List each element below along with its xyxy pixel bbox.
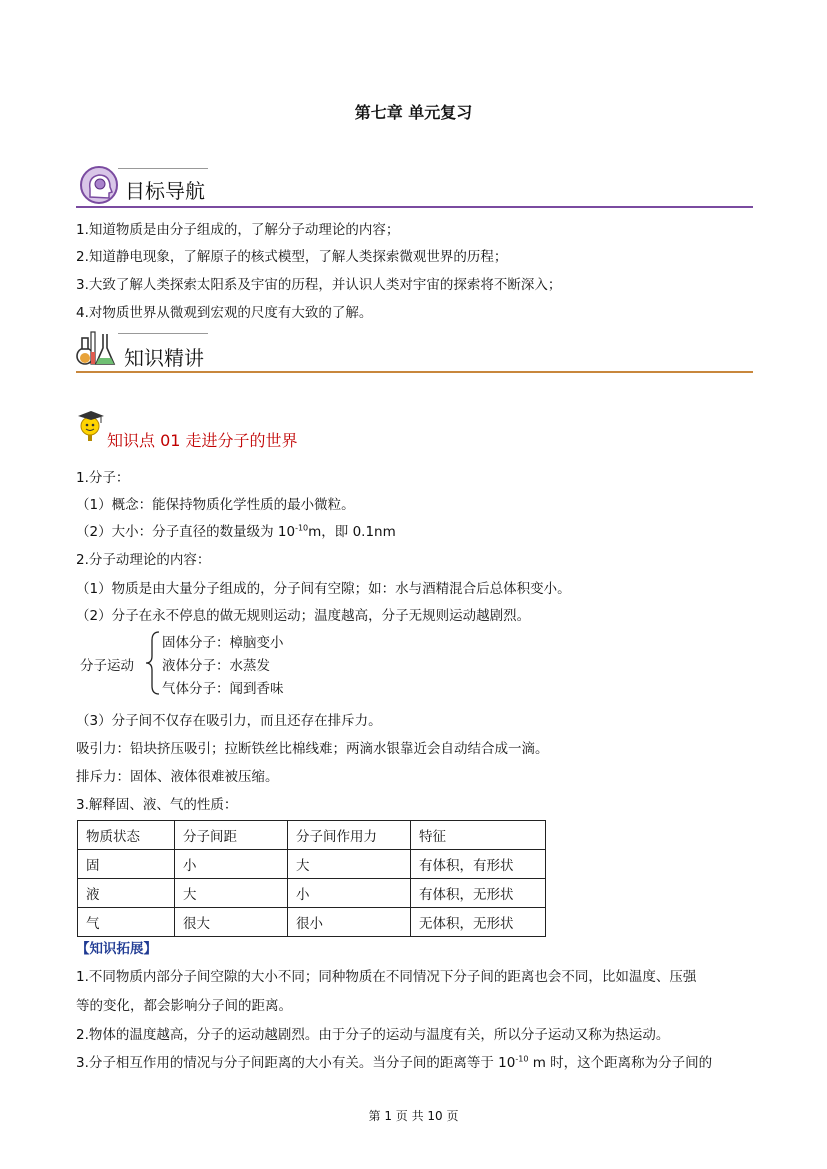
table-cell: 很大 — [175, 908, 288, 937]
table-row — [78, 850, 546, 879]
goal-item: 3.大致了解人类探索太阳系及宇宙的历程，并认识人类对宇宙的探索将不断深入； — [76, 277, 562, 293]
table-cell: 很小 — [288, 908, 411, 937]
table-header-cell: 物质状态 — [78, 821, 175, 850]
table-row — [78, 879, 546, 908]
text-line: （1）概念：能保持物质化学性质的最小微粒。 — [76, 497, 355, 513]
text-line: （3）分子间不仅存在吸引力，而且还存在排斥力。 — [76, 713, 382, 729]
banner-top-rule — [118, 168, 208, 169]
table-header-cell: 特征 — [411, 821, 546, 850]
states-table — [77, 820, 546, 937]
text-line: 等的变化，都会影响分子间的距离。 — [76, 998, 292, 1014]
table-header-cell: 分子间作用力 — [288, 821, 411, 850]
text-line: 2.物体的温度越高，分子的运动越剧烈。由于分子的运动与温度有关，所以分子运动又称为热运动。 — [76, 1027, 670, 1043]
text-line: 3.分子相互作用的情况与分子间距离的大小有关。当分子间的距离等于 $10^{-10}$ m 时，这个距离称为分子间的 — [76, 1054, 713, 1071]
motion-item: 固体分子：樟脑变小 — [162, 635, 284, 651]
goals-heading: 目标导航 — [125, 179, 205, 203]
extension-heading: 【知识拓展】 — [76, 941, 157, 957]
text-line: 2.分子动理论的内容： — [76, 552, 211, 568]
goal-item: 2.知道静电现象，了解原子的核式模型，了解人类探索微观世界的历程； — [76, 249, 508, 265]
brain-head-icon — [78, 165, 120, 207]
text-line: （2）分子在永不停息的做无规则运动；温度越高，分子无规则运动越剧烈。 — [76, 608, 531, 624]
knowledge-heading: 知识精讲 — [124, 346, 204, 370]
motion-label: 分子运动 — [80, 658, 134, 674]
table-cell: 有体积，无形状 — [411, 879, 546, 908]
text-line: （2）大小：分子直径的数量级为 $10^{-10}m$，即 0.1nm — [76, 523, 396, 540]
motion-item: 液体分子：水蒸发 — [162, 658, 270, 674]
text-line: 排斥力：固体、液体很难被压缩。 — [76, 769, 279, 785]
knowledge-rule — [76, 371, 753, 373]
lab-flask-icon — [76, 330, 120, 372]
text-line: 3.解释固、液、气的性质： — [76, 797, 238, 813]
table-cell: 液 — [78, 879, 175, 908]
goals-rule — [76, 206, 753, 208]
text-line: 吸引力：铅块挤压吸引；拉断铁丝比棉线难；两滴水银靠近会自动结合成一滴。 — [76, 741, 549, 757]
goal-item: 4.对物质世界从微观到宏观的尺度有大致的了解。 — [76, 305, 373, 321]
table-cell: 有体积，有形状 — [411, 850, 546, 879]
text-line: 1.不同物质内部分子间空隙的大小不同；同种物质在不同情况下分子间的距离也会不同，比如温度、压强 — [76, 969, 697, 985]
text-line: （1）物质是由大量分子组成的，分子间有空隙；如：水与酒精混合后总体积变小。 — [76, 581, 571, 597]
brace-icon — [145, 630, 161, 696]
table-cell: 大 — [175, 879, 288, 908]
table-cell: 大 — [288, 850, 411, 879]
table-header-row — [78, 821, 546, 850]
goal-item: 1.知道物质是由分子组成的，了解分子动理论的内容； — [76, 222, 400, 238]
table-cell: 小 — [175, 850, 288, 879]
table-cell: 小 — [288, 879, 411, 908]
table-cell: 无体积，无形状 — [411, 908, 546, 937]
graduate-mascot-icon — [76, 406, 106, 442]
table-header-cell: 分子间距 — [175, 821, 288, 850]
page-footer: 第 1 页 共 10 页 — [368, 1109, 459, 1123]
knowledge-point-title: 知识点 01 走进分子的世界 — [107, 431, 298, 450]
motion-item: 气体分子：闻到香味 — [162, 681, 284, 697]
text-line: 1.分子： — [76, 470, 130, 486]
table-cell: 固 — [78, 850, 175, 879]
page-title: 第七章 单元复习 — [354, 103, 473, 122]
banner-top-rule — [118, 333, 208, 334]
table-row — [78, 908, 546, 937]
table-cell: 气 — [78, 908, 175, 937]
